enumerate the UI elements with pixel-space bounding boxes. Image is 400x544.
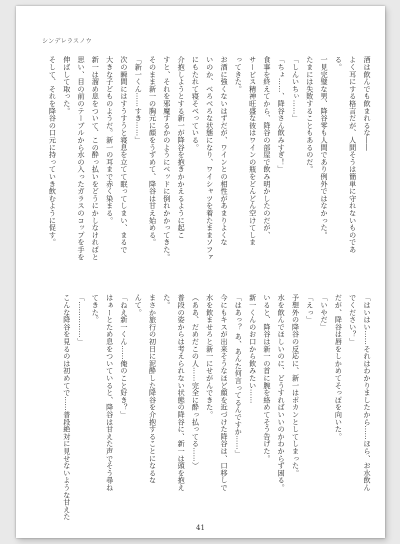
text-line: 次の瞬間にはすうすうと寝息を立てて眠ってしまい、まるで [119,56,129,254]
text-line: 「ちょ……、降谷さん飲みすぎ！」 [277,56,287,173]
text-line: る。 [334,56,344,71]
text-line: 水を飲んでほしいのに、どうすればいいのかわからず困る。 [277,294,287,492]
text-line: た。 [162,294,172,309]
text-line: お酒に強くないはずだが、ワインとの相性があまりよくな [220,56,230,246]
text-line: ってきた。 [234,56,244,93]
text-line: まさか旅行の初日に泥酔した降谷を介抱することになるな [148,294,158,484]
text-line: 伸ばして取った。 [62,56,72,115]
text-line: 「……………」 [77,294,87,346]
text-line: よく耳にする格言だが、人間そうは簡単に守れないものであ [348,56,358,254]
text-line: 「えっ」 [305,294,315,324]
text-line: 「ねえ新一くん……俺のこと好き？」 [119,294,129,419]
text-block-top [48,56,374,282]
text-line: 普段の姿からは考えられない状態の降谷に、新一は頭を抱え [177,294,187,492]
text-line: 「いやだ」 [320,294,330,331]
text-line: 新一は溜め息をついて、この酔っ払いをどうにかしなければと [91,56,101,261]
running-header: シンデレラスノウ [42,38,92,45]
text-line: 食事を終えてから、降谷の部屋で飲み明かしたのだが、 [262,56,272,239]
text-line: （ああ、だめだこの人……完全に酔っ払ってる……） [191,294,201,470]
page-number: 41 [196,524,205,532]
text-line: サービス精神旺盛な彼はワインの瓶をどんどん空けてしま [248,56,258,246]
text-line: 一見完璧な男、降谷零も人間であり例外ではなかった。 [320,56,330,239]
text-line: でください？」 [348,294,358,346]
text-line: 酒は飲んでも飲まれるな―― [363,56,372,151]
text-block-bottom [54,294,374,521]
text-line: んて。 [134,294,144,316]
text-line: にもたれて寝そべっている。 [191,56,201,151]
text-line: 今にもキスが出来そうなほど顔を近づけた降谷は、口移しで [220,294,230,492]
text-line: 大きな子どものようだ。新一の耳まで赤く染まる。 [105,56,115,224]
text-line: 「はあっ？ あ、あんた何言ってるんですか……」 [234,294,244,458]
text-line: 「しんいちぃ……」 [291,56,301,122]
text-line: そのまま新一の胸元に顔をうずめて、降谷は甘え始める。 [148,56,158,246]
text-line: 予想外の降谷の反応に、新一はポカンとしてしまった。 [291,294,301,477]
text-line: 介抱しようとする新一が降谷を抱きかかえるように起こ [177,56,187,239]
text-line: はぁーとため息をついていると、降谷は甘えた声でそう尋ね [105,294,115,492]
document-page [16,6,385,538]
text-line: そして、それを降谷の口元に持っていき飲むように促す。 [48,56,58,246]
text-line: 新一くんのお口から飲みたい…… [248,294,258,404]
text-line: 「はいはい……それはわかりましたから……ほら、お水飲ん [363,294,372,492]
text-line: てきた。 [91,294,101,324]
text-line: いると、降谷は新一の首に腕を絡めてそう告げた。 [262,294,272,462]
text-line: 水を飲ませろと新一にせがんできた。 [205,294,215,419]
text-line: こんな降谷を見るのは初めてで……普段絶対に見せないような甘えた [62,294,72,521]
text-line: 思い、目の前のテーブルから水の入ったガラスのコップを手を [77,56,87,261]
text-line: すと、それを邪魔するかのようにベッドに倒れかかってきた。 [162,56,172,261]
text-line: いのか、べろべろな状態になり、ワイシャツを着たままソファ [205,56,215,261]
text-line: たまには失敗することもあるのだ。 [305,56,315,173]
text-line: だが、降谷は唇をしかめてそっぽを向いた。 [334,294,344,440]
text-line: 「新一くん……すき……」 [134,56,144,144]
